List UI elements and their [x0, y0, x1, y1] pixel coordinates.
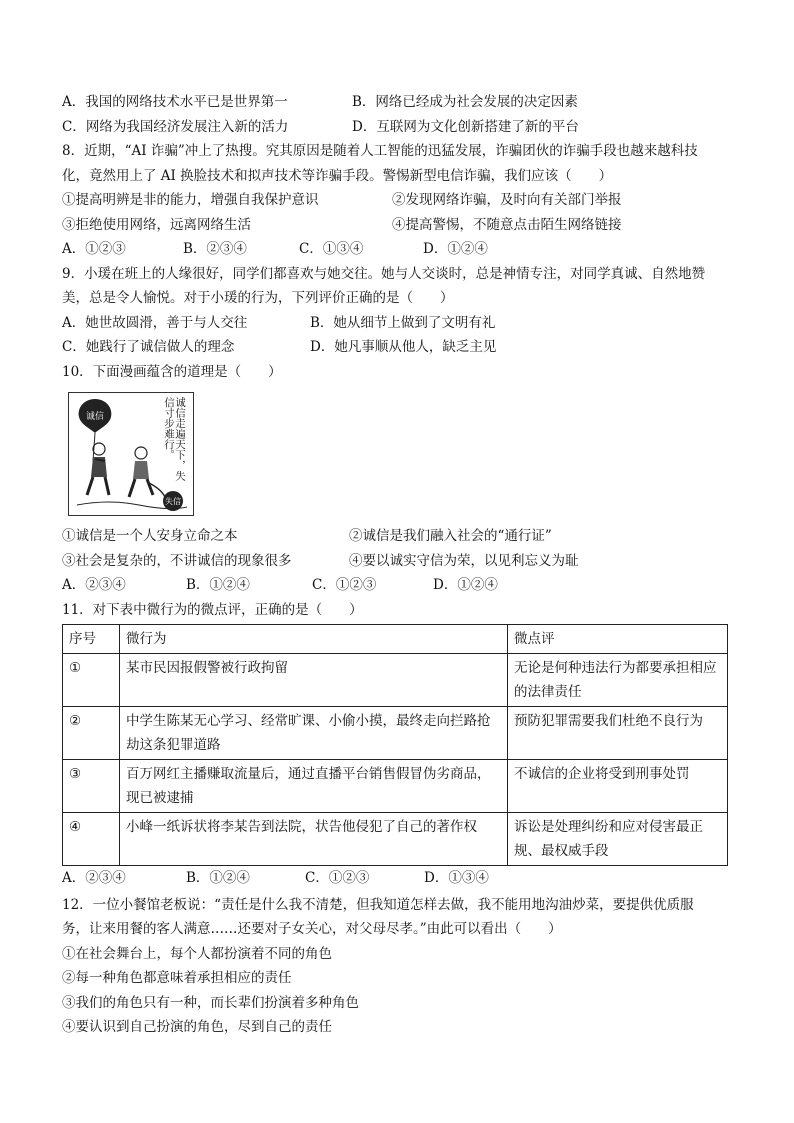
table-row	[63, 654, 728, 707]
q9-option-a: A．她世故圆滑，善于与人交往	[62, 314, 248, 331]
table-header-cell: 序号	[63, 625, 120, 654]
q11-option-b: B．①②④	[186, 870, 250, 886]
q8-stem-line2: 化，竟然用上了 AI 换脸技术和拟声技术等诈骗手段。警惕新型电信诈骗，我们应该（ ）	[62, 167, 613, 184]
q11-options	[62, 866, 732, 891]
q8-statements-row1	[62, 188, 732, 213]
q11-stem: 11．对下表中微行为的微点评，正确的是（ ）	[62, 601, 363, 618]
q10-statement-4: ④要以诚实守信为荣，以见利忘义为耻	[349, 552, 579, 569]
q9-options-row1	[62, 311, 732, 336]
q11-option-d: D．①③④	[424, 870, 489, 886]
q12-stem-line2: 务，让来用餐的客人满意……还要对子女关心，对父母尽孝。”由此可以看出（ ）	[62, 921, 562, 937]
q10-statements-row2	[62, 549, 732, 574]
q8-option-d: D．①②④	[423, 241, 488, 257]
table-cell: 预防犯罪需要我们杜绝不良行为	[508, 707, 728, 760]
table-cell: 某市民因报假警被行政拘留	[120, 654, 508, 707]
q8-statement-2: ②发现网络诈骗，及时向有关部门举报	[392, 192, 622, 208]
q9-stem-line1: 9．小瑗在班上的人缘很好，同学们都喜欢与她交往。她与人交谈时，总是神情专注，对同学真诚、自然地赞	[62, 265, 706, 282]
balloon-label: 诚信	[85, 412, 105, 422]
table-header-cell: 微行为	[120, 625, 508, 654]
q10-option-a: A．②③④	[62, 577, 126, 593]
q9-options-row2	[62, 335, 732, 360]
q12-statement-3: ③我们的角色只有一种，而长辈们扮演着多种角色	[62, 994, 359, 1011]
q8-statement-3: ③拒绝使用网络，远离网络生活	[62, 216, 251, 233]
q8-statement-4: ④提高警惕，不随意点击陌生网络链接	[392, 216, 622, 233]
q7-option-a: A．我国的网络技术水平已是世界第一	[62, 94, 288, 110]
comic-caption: 诚信走遍天下，失信寸步难行。	[163, 397, 186, 481]
q12-statement-4: ④要认识到自己扮演的角色，尽到自己的责任	[62, 1019, 332, 1035]
table-cell: ①	[63, 654, 120, 707]
exam-page	[62, 90, 732, 1040]
table-header-row	[63, 625, 728, 654]
q10-statement-2: ②诚信是我们融入社会的“通行证”	[349, 528, 552, 544]
table-cell: 诉讼是处理纠纷和应对侵害最正规、最权威手段	[508, 813, 728, 866]
q10-option-c: C．①②③	[312, 577, 377, 593]
q10-statement-3: ③社会是复杂的，不讲诚信的现象很多	[62, 552, 292, 569]
q8-option-b: B．②③④	[183, 241, 247, 257]
q10-stem: 10．下面漫画蕴含的道理是（ ）	[62, 363, 282, 380]
table-cell: 百万网红主播赚取流量后，通过直播平台销售假冒伪劣商品，现已被逮捕	[120, 760, 508, 813]
table-row	[63, 813, 728, 866]
q12-statement-1: ①在社会舞台上，每个人都扮演着不同的角色	[62, 945, 332, 962]
q11-option-a: A．②③④	[62, 870, 126, 886]
q8-option-a: A．①②③	[62, 241, 126, 257]
q9-option-d: D．她凡事顺从他人，缺乏主见	[310, 339, 497, 355]
table-cell: ②	[63, 707, 120, 760]
table-row	[63, 707, 728, 760]
q10-option-b: B．①②④	[186, 577, 250, 593]
q7-options-row2	[62, 115, 732, 140]
q7-option-b: B．网络已经成为社会发展的决定因素	[352, 94, 578, 110]
q8-option-c: C．①③④	[299, 241, 364, 257]
ball-label: 失信	[165, 497, 181, 506]
q11-table	[62, 624, 728, 866]
q8-statement-1: ①提高明辨是非的能力，增强自我保护意识	[62, 192, 319, 208]
q9-option-c: C．她践行了诚信做人的理念	[62, 339, 235, 355]
q12-statement-2: ②每一种角色都意味着承担相应的责任	[62, 970, 292, 986]
q12-stem-line1: 12．一位小餐馆老板说：“责任是什么我不清楚，但我知道怎样去做，我不能用地沟油炒菜，要提供优质服	[62, 896, 694, 913]
q10-options	[62, 573, 732, 598]
table-header-cell: 微点评	[508, 625, 728, 654]
q7-option-c: C．网络为我国经济发展注入新的活力	[62, 118, 289, 135]
q10-option-d: D．①②④	[433, 577, 498, 593]
q7-option-d: D．互联网为文化创新搭建了新的平台	[352, 118, 579, 135]
table-cell: 不诚信的企业将受到刑事处罚	[508, 760, 728, 813]
q8-stem-line1: 8．近期，“AI 诈骗”冲上了热搜。究其原因是随着人工智能的迅猛发展，诈骗团伙的诈骗手段也越来越科技	[62, 143, 698, 159]
q8-statements-row2	[62, 213, 732, 238]
q10-comic-image	[68, 392, 194, 516]
table-cell: 小峰一纸诉状将李某告到法院，状告他侵犯了自己的著作权	[120, 813, 508, 866]
table-cell: ④	[63, 813, 120, 866]
table-cell: ③	[63, 760, 120, 813]
q11-option-c: C．①②③	[305, 870, 370, 886]
q7-options-row1	[62, 90, 732, 115]
table-cell: 无论是何种违法行为都要承担相应的法律责任	[508, 654, 728, 707]
table-cell: 中学生陈某无心学习、经常旷课、小偷小摸，最终走向拦路抢劫这条犯罪道路	[120, 707, 508, 760]
q10-statement-1: ①诚信是一个人安身立命之本	[62, 528, 238, 544]
q10-statements-row1	[62, 524, 732, 549]
q9-stem-line2: 美，总是令人愉悦。对于小瑗的行为，下列评价正确的是（ ）	[62, 290, 454, 306]
q9-option-b: B．她从细节上做到了文明有礼	[310, 314, 496, 331]
table-row	[63, 760, 728, 813]
q8-options	[62, 237, 732, 262]
